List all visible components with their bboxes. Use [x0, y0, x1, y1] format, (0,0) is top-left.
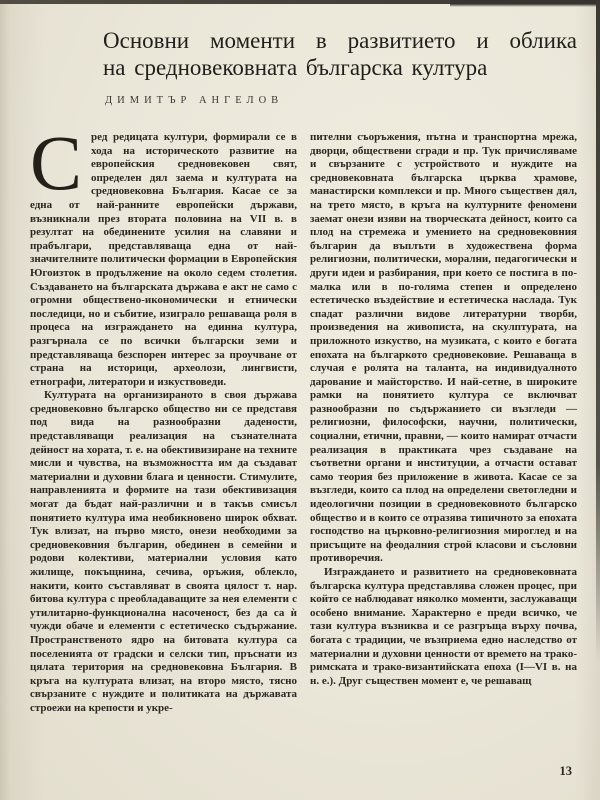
paragraph: [310, 131, 577, 566]
paragraph: [310, 566, 577, 688]
paragraph-text: ред редицата култури, формирали се в хода на историческото развитие на европейския средновековен свят, определен дял заема и културата на средновековна България. Касае се за една от най-ранните европейски държави, възникнали през втората половина на VII в. в резултат на обединените усилия на славяни и прабългари, представляваща една от най-значителните политически формации в Европейския Югоизток в продължение на около седем столетия. Създаването на българската държава е акт не само с огромни обществено-икономически и етнически последици, но и събитие, изиграло решаваща роля в процеса на изграждането на единна култура, разгърнала се по всички български земи и представляваща безспорен интерес за проучване от страна на историци, археолози, лингвисти, етнографи, литератори и изкуствоведи.: [30, 131, 297, 388]
text-column-left: [30, 119, 297, 716]
scan-edge-right: [596, 0, 600, 660]
article-title-line2: на средновековната българска култура: [103, 55, 488, 80]
page-number: 13: [559, 764, 572, 778]
author-name: ДИМИТЪР АНГЕЛОВ: [105, 95, 284, 106]
paragraph: [30, 389, 297, 715]
drop-cap-letter: С: [30, 119, 83, 206]
article-title-line1: Основни моменти в развитието и облика: [103, 28, 577, 53]
article-title: [103, 27, 577, 81]
paragraph-text: Изграждането и развитието на средновековната българска култура представлява сложен процес, при който се наблюдават няколко моменти, заслужаващи особено внимание. Характерно е преди всичко, че тази култура възниква и се разгръща върху почва, богата с традиции, че възприема едно наследство от материални и духовни ценности от времето на трако-римската и трако-византийската епоха (I—VI в. на н. е.). Друг съществен момент е, че решаващ: [310, 566, 577, 687]
text-column-right: [310, 131, 577, 716]
paragraph-text: пителни съоръжения, пътна и транспортна мрежа, дворци, обществени сгради и пр. Тук причисляваме и свързаните с устройството и нуждите на средновековната българска църква храмове, манастирски комплекси и пр. Много съществен дял, на трето място, в кръга на културните феномени заемат онези изяви на творческата дейност, които са плод на стремежа и умението на средновековния българин да въплъти в художествена форма религиозни, политически, морални, педагогически и други идеи и разбирания, при което се постига в по-малка или в по-голяма степен и определено естетическо въздействие и естетическа наслада. Тук спадат различни видове литературни творби, произведения на живописта, на скулптурата, на приложното изкуство, на музиката, с които е богата епохата на българкото средновековие. Решаваща в случая е ролята на таланта, на индивидуалното дарование и майсторство. И най-сетне, в широките рамки на понятието култура се включват разнообразни по съдържанието си възгледи — религиозни, философски, научни, политически, социални, етични, правни, — които намират отчасти реализация в практиката чрез създаване на съответни органи и институции, а отчасти остават само теория без приложение в живота. Касае се за възгледи, които са плод на определени светогледни и идеологични позиции в средновековното българско общество и в които се отразява типичното за епохата господство на църковно-религиозния мироглед и на присъщите на феодалния строй класови и съсловни противоречия.: [310, 131, 577, 565]
scan-edge-top-right: [450, 0, 600, 7]
body-text: [30, 119, 577, 716]
paragraph: [30, 119, 297, 389]
paragraph-text: Културата на организираното в своя държава средновековно българско общество ни се представя под вида на разнообразни дадености, представляващи реализация на съзнателната дейност на хората, т. е. на обективизиране на техните мисли и чувства, на възможността им да създават материални и духовни блага и ценности. Стимулите, направленията и формите на тази обективизация могат да бъдат най-различни и в такъв смисъл понятието култура има необикновено широк обхват. Тук влизат, на първо място, онези необходими за средновековния българин, обединен в семейни и родови колективи, материални условия като жилище, покъщнина, сечива, оръжия, облекло, накити, които съставляват в своята цялост т. нар. битова култура с преобладаващите за нея елементи с утилитарно-функционална насоченост, без да са ѝ чужди обаче и елементи с естетическо съдържание. Пространственото ядро на битовата култура са поселенията от градски и селски тип, пръснати из цялата територия на средновековна България. В кръга на културата влизат, на второ място, тясно свързаните с нуждите и политиката на държавата строежи на крепости и укре-: [30, 389, 297, 714]
